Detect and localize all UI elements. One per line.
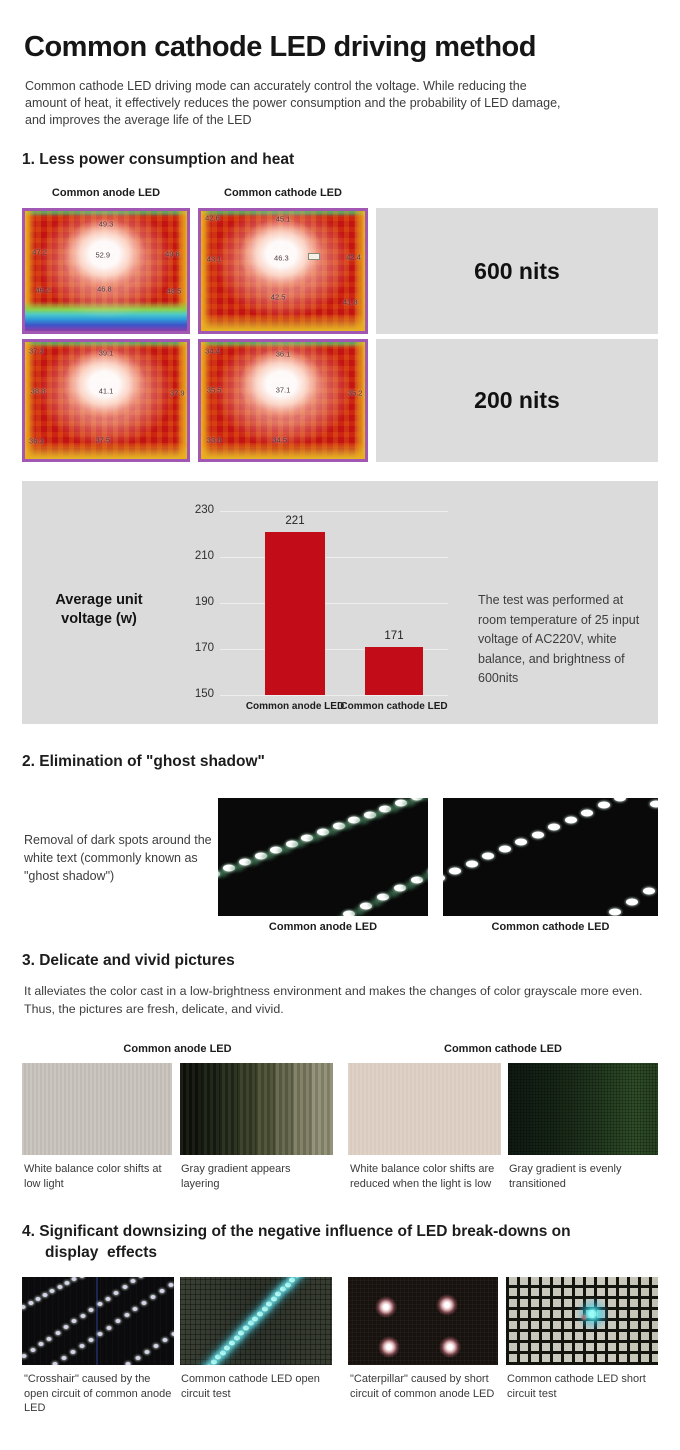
temperature-reading: 41.8 (342, 297, 358, 307)
led-dot (122, 1285, 127, 1289)
led-dot (643, 888, 655, 895)
temperature-reading: 37.1 (275, 385, 291, 395)
led-dot (72, 1277, 77, 1281)
led-dot (243, 1326, 249, 1331)
led-dot (515, 838, 527, 845)
led-dot (220, 1350, 226, 1355)
led-dot (317, 829, 329, 836)
glow-dot (439, 1336, 461, 1358)
chart-gridline (220, 695, 448, 696)
led-dot (162, 1338, 167, 1342)
led-dot (151, 1295, 156, 1299)
section3-body: It alleviates the color cast in a low-brightness environment and makes the changes of color grayscale more even. Thus, the pictures are fresh, delicate, and vivid. (24, 984, 643, 1016)
caption-grad-anode: Gray gradient appears layering (181, 1163, 291, 1190)
column-label-cathode: Common cathode LED (224, 187, 342, 199)
led-dot (252, 1316, 258, 1321)
led-dot (449, 867, 461, 874)
led-dot (239, 858, 251, 865)
temperature-reading: 41.1 (98, 386, 114, 396)
led-dot (144, 1350, 149, 1354)
chart-gridline (220, 557, 448, 558)
photo-short-circuit-cathode (506, 1277, 658, 1365)
section3-heading: 3. Delicate and vivid pictures (22, 952, 235, 969)
led-dot (650, 800, 658, 807)
section4-heading: 4. Significant downsizing of the negative influence of LED break-downs on display effects (22, 1223, 571, 1261)
brightness-box-600 (376, 208, 658, 334)
led-dot (105, 1297, 110, 1301)
led-dot (532, 831, 544, 838)
led-dot (169, 1283, 174, 1287)
temperature-reading: 46.8 (97, 284, 112, 294)
led-dot (394, 885, 406, 892)
led-dot (30, 1348, 35, 1352)
caption-wb-anode: White balance color shifts at low light (24, 1163, 162, 1190)
temperature-reading: 36.1 (275, 349, 291, 359)
photo-crosshair-anode (22, 1277, 174, 1365)
caption-caterpillar: "Caterpillar" caused by short circuit of common anode LED (350, 1373, 495, 1400)
temperature-reading: 45.1 (275, 214, 291, 224)
led-dot (64, 1325, 69, 1329)
photo-gray-gradient-cathode (508, 1063, 658, 1155)
led-dot (609, 909, 621, 916)
bar-value-label: 221 (285, 514, 305, 527)
temperature-reading: 42.4 (346, 252, 361, 262)
led-dot (153, 1344, 158, 1348)
temperature-reading: 48.5 (166, 286, 182, 296)
ghost-label-anode: Common anode LED (268, 921, 378, 933)
thermal-image-cathode-600 (198, 208, 368, 334)
led-dot (614, 798, 626, 802)
led-dot (482, 853, 494, 860)
section2-body: Removal of dark spots around the white text (commonly known as "ghost shadow") (24, 833, 212, 883)
led-dot (64, 1281, 69, 1285)
led-dot (22, 1305, 26, 1309)
led-dot (270, 846, 282, 853)
led-dot (50, 1289, 55, 1293)
led-dot (379, 805, 391, 812)
voltage-chart-panel (22, 481, 658, 724)
column-label-anode: Common anode LED (51, 187, 161, 199)
led-dot (581, 809, 593, 816)
led-dot (598, 802, 610, 809)
led-dot (262, 1306, 268, 1311)
led-dot (43, 1293, 48, 1297)
led-dot (47, 1337, 52, 1341)
temperature-reading: 52.9 (95, 250, 111, 260)
led-dot (280, 1287, 286, 1292)
group-label-anode: Common anode LED (123, 1043, 232, 1055)
led-dot (39, 1342, 44, 1346)
led-dot (62, 1356, 67, 1360)
temperature-reading: 34.4 (205, 346, 220, 356)
thermal-cursor-tag (308, 253, 320, 260)
caption-grad-cathode: Gray gradient is evenly transitioned (509, 1163, 622, 1190)
led-dot (55, 1331, 60, 1335)
led-dot (218, 870, 220, 877)
led-dot (234, 1336, 240, 1341)
section2-heading: 2. Elimination of "ghost shadow" (22, 753, 265, 770)
led-dot (248, 1321, 254, 1326)
led-dot (411, 798, 423, 800)
temperature-reading: 37.3 (29, 346, 44, 356)
photo-white-balance-cathode (348, 1063, 501, 1155)
temperature-reading: 39.1 (98, 348, 114, 358)
temperature-reading: 36.3 (29, 436, 44, 446)
led-dot (255, 852, 267, 859)
temperature-reading: 46.3 (274, 253, 289, 263)
led-dot (124, 1313, 129, 1317)
x-axis-category-label: Common anode LED (245, 701, 345, 712)
temperature-reading: 49.3 (98, 219, 114, 229)
x-axis-category-label: Common cathode LED (340, 701, 448, 712)
bar-value-label: 171 (384, 629, 404, 642)
led-dot (377, 894, 389, 901)
temperature-reading: 49.6 (165, 249, 180, 259)
led-dot (257, 1311, 263, 1316)
photo-caterpillar-anode (348, 1277, 498, 1365)
temperature-reading: 34.5 (272, 435, 288, 445)
led-dot (88, 1338, 93, 1342)
led-dot (285, 1282, 291, 1287)
chart-gridline (220, 603, 448, 604)
glow-dot (375, 1296, 397, 1318)
caption-open-test: Common cathode LED open circuit test (181, 1373, 320, 1400)
thermal-image-cathode-200 (198, 339, 368, 462)
chart-bar-anode (265, 532, 325, 695)
led-dot (80, 1314, 85, 1318)
chart-bar-cathode (365, 647, 423, 695)
led-dot (395, 799, 407, 806)
y-axis-tick: 190 (194, 596, 214, 608)
led-dot (286, 841, 298, 848)
led-dot (238, 1331, 244, 1336)
led-dot (160, 1289, 165, 1293)
thermal-image-anode-600 (22, 208, 190, 334)
led-dot (115, 1319, 120, 1323)
chart-note: The test was performed at room temperature of 25 input voltage of AC220V, white balance, and brightness of 600nits (478, 593, 640, 685)
led-dot (266, 1301, 272, 1306)
y-axis-tick: 230 (194, 504, 214, 516)
led-dot (133, 1307, 138, 1311)
led-dot (126, 1362, 131, 1365)
led-dot (499, 846, 511, 853)
section1-heading: 1. Less power consumption and heat (22, 151, 295, 168)
led-dot (443, 875, 445, 882)
ghost-photo-cathode (443, 798, 658, 916)
photo-open-circuit-cathode (180, 1277, 332, 1365)
led-dot (626, 898, 638, 905)
led-dot (35, 1297, 40, 1301)
chart-y-axis-title: Average unit voltage (w) (55, 592, 143, 627)
temperature-reading: 37.5 (95, 435, 111, 445)
y-axis-tick: 150 (194, 688, 214, 700)
led-dot (565, 817, 577, 824)
temperature-reading: 47.2 (32, 247, 47, 257)
led-dot (224, 1345, 230, 1350)
thermal-image-anode-200 (22, 339, 190, 462)
blue-streak (96, 1277, 98, 1365)
led-dot (135, 1356, 140, 1360)
temperature-reading: 35.5 (206, 385, 222, 395)
group-label-cathode: Common cathode LED (444, 1043, 562, 1055)
brightness-label-200: 200 nits (474, 387, 560, 413)
chart-area (194, 504, 448, 712)
photo-gray-gradient-anode (180, 1063, 333, 1155)
led-dot (53, 1362, 58, 1365)
intro-paragraph: Common cathode LED driving mode can accurately control the voltage. While reducing the amount of heat, it effectively reduces the power consumption and the probability of LED damage, and improves the average life of the LED (25, 79, 561, 127)
led-dot (348, 817, 360, 824)
glow-dot (436, 1294, 458, 1316)
temperature-reading: 46.2 (35, 285, 51, 295)
led-dot (223, 864, 235, 871)
led-dot (215, 1355, 221, 1360)
led-dot (172, 1332, 175, 1336)
led-dot (211, 1360, 217, 1365)
brightness-label-600: 600 nits (474, 257, 560, 284)
led-dot (289, 1277, 295, 1282)
temperature-reading: 35.2 (347, 388, 363, 398)
led-dot (130, 1279, 135, 1283)
temperature-reading: 38.8 (30, 386, 46, 396)
led-dot (79, 1277, 84, 1278)
led-dot (72, 1319, 77, 1323)
led-dot (343, 911, 355, 916)
led-dot (142, 1301, 147, 1305)
led-dot (22, 1354, 27, 1358)
led-dot (271, 1297, 277, 1302)
led-dot (97, 1332, 102, 1336)
led-dot (360, 902, 372, 909)
temperature-reading: 37.9 (169, 388, 185, 398)
led-dot (114, 1291, 119, 1295)
y-axis-tick: 210 (194, 550, 214, 562)
led-dot (548, 824, 560, 831)
temperature-reading: 42.5 (270, 292, 286, 302)
ghost-photo-anode (218, 798, 428, 916)
photo-white-balance-anode (22, 1063, 172, 1155)
temperature-reading: 42.6 (205, 213, 220, 223)
led-dot (333, 823, 345, 830)
led-dot (229, 1340, 235, 1345)
y-axis-tick: 170 (194, 642, 214, 654)
brightness-box-200 (376, 339, 658, 462)
glow-dot (378, 1336, 400, 1358)
led-dot (97, 1302, 102, 1306)
led-dot (411, 876, 423, 883)
caption-short-test: Common cathode LED short circuit test (507, 1373, 646, 1400)
led-dot (364, 811, 376, 818)
page-title: Common cathode LED driving method (24, 31, 536, 63)
ghost-label-cathode: Common cathode LED (491, 921, 610, 933)
led-dot (79, 1344, 84, 1348)
led-dot (28, 1301, 33, 1305)
led-dot (301, 835, 313, 842)
led-dot (57, 1285, 62, 1289)
led-dot (275, 1292, 281, 1297)
temperature-reading: 43.1 (206, 254, 222, 264)
chart-gridline (220, 511, 448, 512)
caption-wb-cathode: White balance color shifts are reduced when the light is low (350, 1163, 495, 1190)
temperature-reading: 33.8 (206, 435, 222, 445)
led-dot (466, 860, 478, 867)
led-dot (139, 1277, 144, 1278)
caption-crosshair: "Crosshair" caused by the open circuit of common anode LED (24, 1373, 172, 1414)
led-dot (106, 1326, 111, 1330)
led-dot (71, 1350, 76, 1354)
led-dot (89, 1308, 94, 1312)
